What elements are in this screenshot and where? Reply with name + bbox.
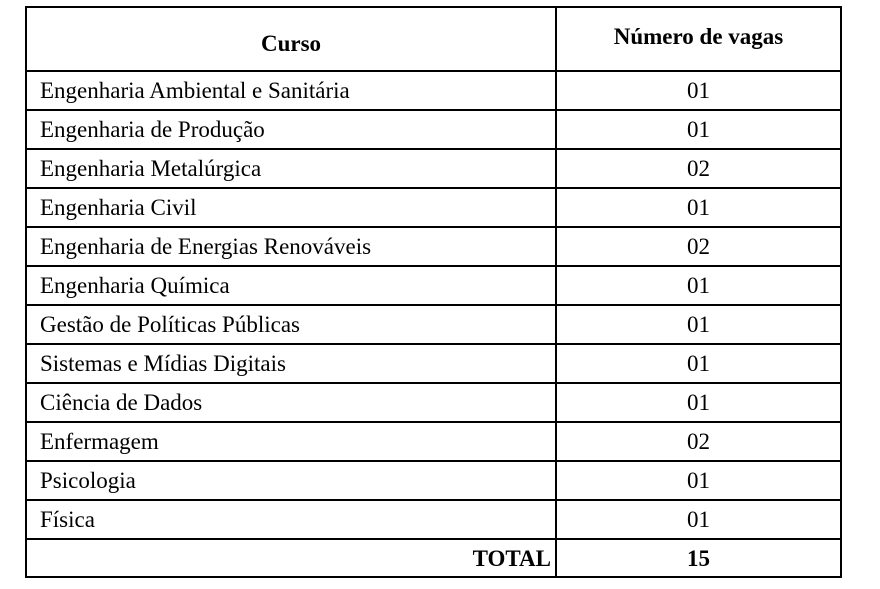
table-row bbox=[26, 110, 841, 149]
table-row bbox=[26, 149, 841, 188]
table-row bbox=[26, 344, 841, 383]
table-row bbox=[26, 71, 841, 110]
curso-cell: Psicologia bbox=[26, 461, 556, 500]
vagas-cell: 01 bbox=[556, 344, 841, 383]
curso-cell: Engenharia Metalúrgica bbox=[26, 149, 556, 188]
curso-cell: Enfermagem bbox=[26, 422, 556, 461]
curso-cell: Engenharia de Energias Renováveis bbox=[26, 227, 556, 266]
table-row bbox=[26, 266, 841, 305]
table-row bbox=[26, 422, 841, 461]
vagas-table bbox=[25, 6, 842, 578]
table-row bbox=[26, 227, 841, 266]
curso-cell: Engenharia Civil bbox=[26, 188, 556, 227]
total-label: TOTAL bbox=[26, 539, 556, 577]
vagas-cell: 01 bbox=[556, 71, 841, 110]
curso-cell: Engenharia Química bbox=[26, 266, 556, 305]
table-row bbox=[26, 383, 841, 422]
vagas-cell: 02 bbox=[556, 422, 841, 461]
vagas-cell: 02 bbox=[556, 227, 841, 266]
vagas-cell: 01 bbox=[556, 383, 841, 422]
table-row bbox=[26, 500, 841, 539]
table-header-row bbox=[26, 7, 841, 71]
curso-cell: Engenharia de Produção bbox=[26, 110, 556, 149]
curso-cell: Gestão de Políticas Públicas bbox=[26, 305, 556, 344]
curso-cell: Ciência de Dados bbox=[26, 383, 556, 422]
table-row bbox=[26, 461, 841, 500]
vagas-cell: 02 bbox=[556, 149, 841, 188]
header-curso: Curso bbox=[26, 7, 556, 71]
curso-cell: Física bbox=[26, 500, 556, 539]
table-row bbox=[26, 188, 841, 227]
vagas-cell: 01 bbox=[556, 305, 841, 344]
vagas-cell: 01 bbox=[556, 500, 841, 539]
vagas-cell: 01 bbox=[556, 266, 841, 305]
header-numero-de-vagas: Número de vagas bbox=[556, 7, 841, 71]
vagas-cell: 01 bbox=[556, 188, 841, 227]
total-value: 15 bbox=[556, 539, 841, 577]
table-row bbox=[26, 305, 841, 344]
curso-cell: Sistemas e Mídias Digitais bbox=[26, 344, 556, 383]
total-row bbox=[26, 539, 841, 577]
vagas-cell: 01 bbox=[556, 110, 841, 149]
curso-cell: Engenharia Ambiental e Sanitária bbox=[26, 71, 556, 110]
vagas-cell: 01 bbox=[556, 461, 841, 500]
